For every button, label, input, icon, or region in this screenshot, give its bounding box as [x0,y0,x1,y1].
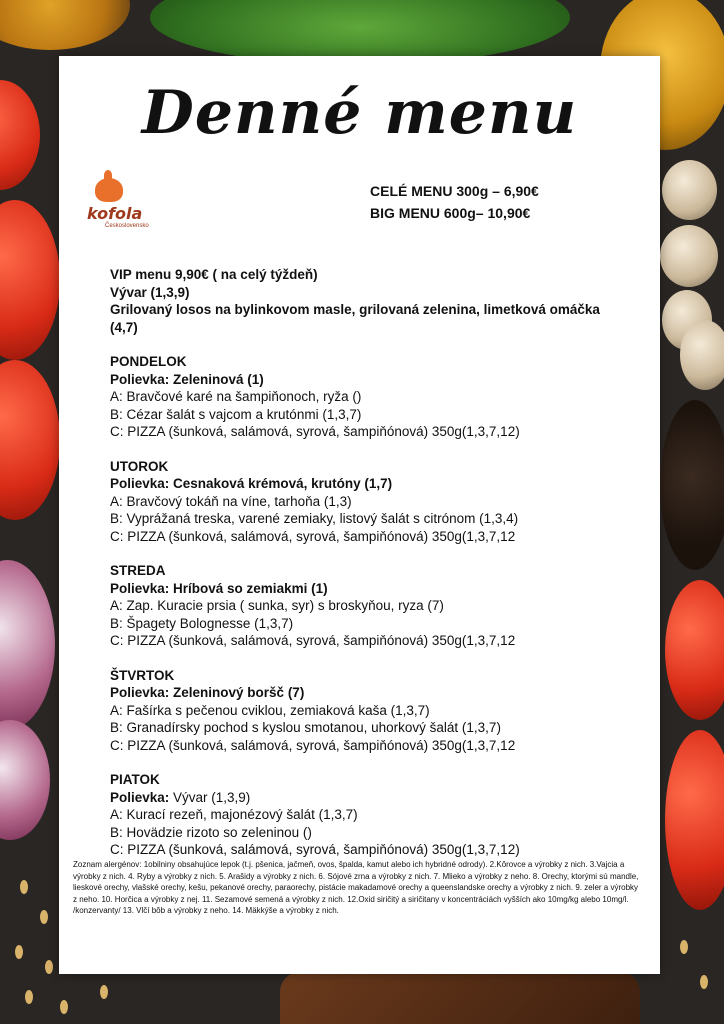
soup-name: Cesnaková krémová, krutóny (1,7) [169,476,393,491]
wheat-grain [20,880,28,894]
soup-label: Polievka: [110,789,170,805]
day-tuesday [110,458,630,546]
menu-item: B: Cézar šalát s vajcom a krutónmi (1,3,7) [110,406,362,422]
wheat-grain [700,975,708,989]
kofola-logo [87,178,159,229]
quail-egg-image [662,160,717,220]
vip-section [110,266,630,336]
soup-name: Zeleninový boršč (7) [169,685,305,700]
day-name: PIATOK [110,772,160,787]
menu-title: Denné menu [141,78,578,148]
soup-label: Polievka: [110,685,170,700]
menu-item: C: PIZZA (šunková, salámová, syrová, šampiňónová) 350g(1,3,7,12) [110,424,520,439]
vip-main: Grilovaný losos na bylinkovom masle, grilovaná zelenina, limetková omáčka (4,7) [110,302,600,335]
menu-item: C: PIZZA (šunková, salámová, syrová, šampiňónová) 350g(1,3,7,12 [110,528,516,544]
menu-item: B: Hovädzie rizoto so zeleninou () [110,824,312,840]
quail-egg-image [660,225,718,287]
vip-soup: Vývar (1,3,9) [110,284,190,300]
menu-item: B: Vyprážaná treska, varené zemiaky, listový šalát s citrónom (1,3,4) [110,511,519,526]
day-soup [110,475,630,493]
soup-label: Polievka: [110,580,170,596]
price-big-menu: BIG MENU 600g– 10,90€ [370,205,531,221]
wheat-grain [45,960,53,974]
tomato-image [0,360,60,520]
soup-name: Vývar (1,3,9) [169,789,251,805]
allergen-list: Zoznam alergénov: 1obilniny obsahujúce lepok (t.j. pšenica, jačmeň, ovos, špalda, kamut alebo ich hybridné odrody). 2.Kôrovce a výrobky z nich. 3.Vajcia a výrobky z nich. 4. Ryby a výrobky z nich. 5. Arašidy a výrobky z nich. 6. Sójové zrna a výrobky z nich. 7. Mlieko a výrobky z neho. 8. Orechy, ktorými sú mandle, lieskové orechy, vlašské orechy, kešu, pekanové orechy, paraorechy, pistácie makadamové orechy a queenslandske orechy a výrobky z nich. 9. zeler a výrobky z neho. 10. Horčica a výrobky z nej. 11. Sezamové semená a výrobky z nich. 12.Oxid siričitý a siričitany v koncentráciách vyšších ako 10mg/kg alebo 10mg/l. /konzervanty/ 13. Vlčí bôb a výrobky z neho. 14. Mäkkýše a výrobky z nich. [73,860,639,915]
peppercorn-bowl-image [660,400,724,570]
day-wednesday [110,562,630,650]
soup-label: Polievka: [110,476,170,491]
vip-header: VIP menu 9,90€ ( na celý týždeň) [110,267,318,282]
day-soup [110,371,630,389]
quail-egg-image [680,320,724,390]
menu-item: B: Špagety Bolognesse (1,3,7) [110,615,294,631]
onion-image [0,720,50,840]
menu-item: A: Bravčové karé na šampiňonoch, ryža () [110,389,362,404]
menu-content [110,266,630,859]
menu-item: C: PIZZA (šunková, salámová, syrová, šampiňónová) 350g(1,3,7,12 [110,633,516,648]
menu-item: A: Bravčový tokáň na víne, tarhoňa (1,3) [110,493,352,509]
day-monday [110,353,630,441]
menu-item: A: Fašírka s pečenou cviklou, zemiaková kaša (1,3,7) [110,702,430,718]
tomato-image [0,200,60,360]
menu-item: B: Granadírsky pochod s kyslou smotanou, uhorkový šalát (1,3,7) [110,720,501,735]
day-friday [110,771,630,859]
tomato-image [665,580,724,720]
day-name: PONDELOK [110,354,187,369]
menu-item: A: Zap. Kuracie prsia ( sunka, syr) s broskyňou, ryza (7) [110,598,444,613]
kofola-heart-icon [95,178,123,202]
soup-label: Polievka: [110,371,170,387]
menu-item: A: Kurací rezeň, majonézový šalát (1,3,7) [110,807,358,822]
wheat-grain [60,1000,68,1014]
day-name: ŠTVRTOK [110,667,175,683]
price-list [370,180,539,224]
day-thursday [110,667,630,755]
tomato-image [0,80,40,190]
wheat-grain [40,910,48,924]
tomato-image [665,730,724,910]
wheat-grain [25,990,33,1004]
wheat-grain [680,940,688,954]
wheat-grain [15,945,23,959]
menu-item: C: PIZZA (šunková, salámová, syrová, šampiňónová) 350g(1,3,7,12 [110,737,516,753]
wheat-grain [100,985,108,999]
menu-item: C: PIZZA (šunková, salámová, syrová, šampiňónová) 350g(1,3,7,12) [110,842,520,857]
price-full-menu: CELÉ MENU 300g – 6,90€ [370,183,539,199]
day-name: UTOROK [110,458,169,474]
turmeric-bowl-image [0,0,130,50]
soup-name: Hríbová so zemiakmi (1) [169,580,328,596]
logo-tagline: Československo [105,223,149,229]
soup-name: Zeleninová (1) [169,371,264,387]
onion-image [0,560,55,730]
day-soup [110,789,630,807]
logo-brand: kofola [87,204,143,223]
day-soup [110,684,630,702]
menu-card [59,56,660,974]
bread-image [280,972,640,1024]
day-name: STREDA [110,563,166,578]
day-soup [110,580,630,598]
